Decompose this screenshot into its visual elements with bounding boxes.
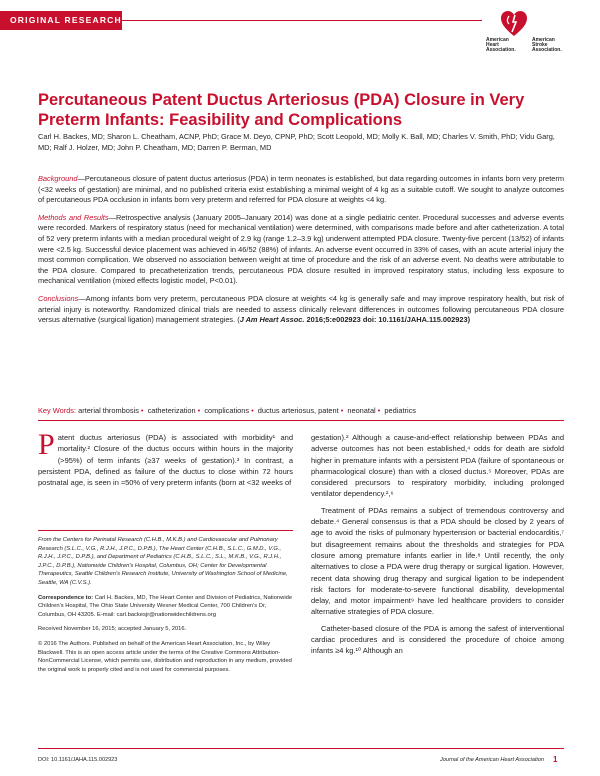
aha-heart-torch-icon xyxy=(500,10,528,38)
body-paragraph: Treatment of PDAs remains a subject of tremendous controversy and debate.⁴ General consensus is that a PDA should be closed by 2 years of age to avoid the risks of pulmonary hypertension or bacterial endocarditis,⁷ but disagreement remains about the thresholds and strategies for PDA closure among premature infants earlier in life.⁸ Until recently, the only alternatives to close a PDA were drug therapy or surgical ligation. However, recent data showing drug therapy and surgical ligation to be independent risk factors for moderate-to-severe functional disability, developmental delay, and motor impairment⁹ have led healthcare providers to consider alternative strategies of PDA closure. xyxy=(311,505,564,617)
abstract-conclusions: Conclusions—Among infants born very preterm, percutaneous PDA closure at weights <4 kg is generally safe and may improve respiratory health, but risk of arterial injury is noteworthy. Randomized clinical trials are needed to assess clinically relevant differences in outcomes following percutaneous PDA closure versus alternative (surgical ligation) management strategies. (J Am Heart Assoc. 2016;5:e002923 doi: 10.1161/JAHA.115.002923) xyxy=(38,293,564,325)
body-paragraph: Catheter-based closure of the PDA is among the safest of interventional cardiac procedures and is considered the procedure of choice among infants ≥4 kg.¹⁰ Although an xyxy=(311,623,564,656)
affiliations: From the Centers for Perinatal Research (C.H.B., M.K.B.) and Cardiovascular and Pulmonary Research (S.L.C., V.G., R.J.H., J.P.C., D.P.B.), The Heart Center (C.H.B., S.L.C., G.M.D., V.G., R.J.H., J.P.C., D.P.B.), and Department of Pediatrics (C.H.B., S.L.C., S.L., M.K.B., V.G., R.J.H., J.P.C., D.P.B.), Nationwide Children's Hospital, Columbus, OH; Center for Developmental Therapeutics, Seattle Children's Research Institute, University of Washington School of Medicine, Seattle, WA (C.V.S.). xyxy=(38,537,288,586)
section-label: ORIGINAL RESEARCH xyxy=(0,11,122,30)
conclusions-label: Conclusions xyxy=(38,293,79,303)
keyword[interactable]: catheterization xyxy=(147,406,196,415)
abstract-methods: Methods and Results—Retrospective analysis (January 2005–January 2014) was done at a single pediatric center. Procedural successes and adverse events were recorded. Markers of respiratory status (need for mechanical ventilation) were determined, with comparisons made before and after catheterization. A total of 52 very preterm infants with a median procedural weight of 2.9 kg (range 1.2–3.9 kg) underwent attempted PDA closure. Twenty-five percent (13/52) of infants were <2.5 kg. Successful device placement was achieved in 46/52 (88%) of infants. An adverse event occurred in 33% of cases, with an acute arterial injury the most common complication. We observed no association between weight at time of procedure and the risk of an adverse event. No deaths were attributable to the PDA closure. Compared to precatheterization trends, percutaneous PDA closure resulted in improved respiratory status, including less exposure to mechanical ventilation (mixed effects logistic model, P<0.01). xyxy=(38,212,564,286)
footnotes xyxy=(38,536,293,680)
journal-citation: J Am Heart Assoc. xyxy=(239,315,305,325)
citation-doi: 2016;5:e002923 doi: 10.1161/JAHA.115.002923) xyxy=(304,315,471,325)
header-divider xyxy=(122,20,482,21)
page-number: 1 xyxy=(553,755,558,764)
aha-logo xyxy=(486,10,586,54)
keyword[interactable]: arterial thrombosis xyxy=(78,406,139,415)
footer-journal: Journal of the American Heart Association xyxy=(439,757,544,763)
intro-paragraph: Patent ductus arteriosus (PDA) is associated with morbidity¹ and mortality.² Closure of the ductus occurs within hours in the majority (>95%) of term infants (≥37 weeks of gestation).³ In contrast, a persistent PDA, defined as failure of the ductus to close within 72 hours postnatal age, is seen in ≈50% of very preterm infants (born at <32 weeks of xyxy=(38,428,293,488)
drop-cap: P xyxy=(38,428,55,461)
keyword[interactable]: complications xyxy=(204,406,250,415)
footer-doi[interactable]: DOI: 10.1161/JAHA.115.002923 xyxy=(38,757,118,763)
abstract xyxy=(38,174,564,333)
footnote-divider xyxy=(38,530,293,531)
author-list: Carl H. Backes, MD; Sharon L. Cheatham, ACNP, PhD; Grace M. Deyo, CPNP, PhD; Scott Leopold, MD; Molly K. Ball, MD; Charles V. Smith, PhD; Vidu Garg, MD; Ralf J. Holzer, MD; John P. Cheatham, MD; Darren P. Berman, MD xyxy=(38,132,555,152)
keyword[interactable]: pediatrics xyxy=(384,406,416,415)
keyword[interactable]: neonatal xyxy=(347,406,376,415)
keywords: Key Words: arterial thrombosis • catheterization • complications • ductus arteriosus, patent • neonatal • pediatrics xyxy=(38,406,416,415)
aha-wordmark: American Heart Association. xyxy=(486,37,516,54)
methods-label: Methods and Results xyxy=(38,212,109,222)
footer-divider xyxy=(38,748,564,749)
section-divider xyxy=(38,420,564,421)
article-title: Percutaneous Patent Ductus Arteriosus (PDA) Closure in Very Preterm Infants: Feasibility and Complications xyxy=(38,91,525,129)
correspondence: Correspondence to: Carl H. Backes, MD, The Heart Center and Division of Pediatrics, Nationwide Children's Hospital, The Ohio State University Wexner Medical Center, 700 Children's Dr, Columbus, OH 43205. E-mail: carl.backesjr@nationwidechildrens.org xyxy=(38,594,293,618)
received-dates: Received November 16, 2015; accepted January 5, 2016. xyxy=(38,626,187,633)
abstract-background: Background—Percutaneous closure of patent ductus arteriosus (PDA) in term neonates is established, but data regarding outcomes in infants born very preterm (<32 weeks of gestation) are minimal, and no published criteria exist establishing a minimal weight of 4 kg as a suitable cutoff. We sought to analyze outcomes of percutaneous PDA occlusion in infants born very preterm and referred for PDA closure at weights <4 kg. xyxy=(38,174,564,205)
body-paragraph: gestation).² Although a cause-and-effect relationship between PDAs and adverse outcomes has not been established,⁴ odds for death are sixfold higher in premature infants with a persistent PDA (failure of spontaneous or pharmacological closure) than with a closed ductus.⁵ Moreover, PDAs are considered precursors to respiratory morbidity, including prolonged ventilator dependency.²,⁶ xyxy=(311,433,564,499)
keyword[interactable]: ductus arteriosus, patent xyxy=(257,406,339,415)
body-left-column xyxy=(38,428,293,493)
body-right-column xyxy=(311,432,564,662)
background-label: Background xyxy=(38,174,78,183)
keywords-label: Key Words: xyxy=(38,406,77,415)
copyright-notice: © 2016 The Authors. Published on behalf of the American Heart Association, Inc., by Wiley Blackwell. This is an open access article under the terms of the Creative Commons Attribution-NonCommercial License, which permits use, distribution and reproduction in any medium, provided the original work is properly cited and is not used for commercial purposes. xyxy=(38,640,292,673)
asa-wordmark: American Stroke Association. xyxy=(532,37,562,54)
